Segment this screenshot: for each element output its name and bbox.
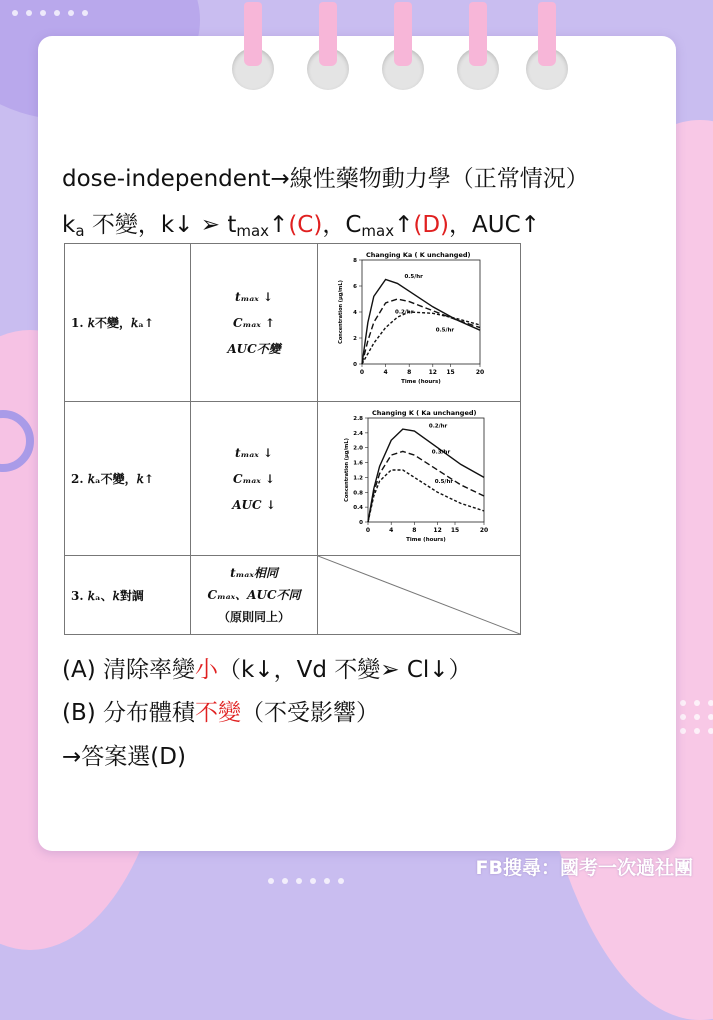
chart-title: Changing K ( Ka unchanged) bbox=[372, 409, 477, 417]
series-label: 0.5/hr bbox=[434, 479, 454, 485]
effect-cmax: 𝑪ₘₐₓ ↑ bbox=[233, 315, 275, 330]
table-row-3-effects bbox=[191, 556, 318, 634]
background-dots bbox=[268, 878, 344, 884]
option-a-line bbox=[62, 651, 472, 684]
y-tick-label: 8 bbox=[353, 258, 357, 264]
x-tick-label: 0 bbox=[365, 527, 371, 534]
effect-tmax: 𝒕ₘₐₓ相同 bbox=[230, 566, 278, 580]
y-tick-label: 6 bbox=[353, 284, 357, 290]
option-b-line bbox=[62, 694, 379, 727]
y-tick-label: 2.4 bbox=[353, 430, 363, 437]
heading-line: dose-independent→線性藥物動力學（正常情況） bbox=[62, 166, 589, 192]
y-tick-label: 2 bbox=[353, 336, 357, 342]
x-tick-label: 12 bbox=[433, 527, 442, 534]
series-line bbox=[362, 299, 480, 364]
effect-auc: 𝑨𝑼𝑪不變 bbox=[227, 341, 281, 356]
table-row-1-label: 1. 𝑘不變，𝑘ₐ↑ bbox=[65, 244, 191, 402]
x-axis-label: Time (hours) bbox=[401, 379, 441, 385]
ka-subscript: a bbox=[75, 222, 85, 240]
tmax-subscript: max bbox=[236, 222, 270, 240]
comparison-table bbox=[64, 243, 521, 635]
chart-changing-ka bbox=[318, 244, 518, 400]
option-b-highlight: 不變 bbox=[195, 700, 242, 726]
chart-changing-k bbox=[318, 402, 518, 554]
table-row-3-label: 3. 𝑘ₐ、𝑘對調 bbox=[65, 556, 191, 634]
option-b-suffix: （不受影響） bbox=[241, 700, 380, 726]
binder-ring bbox=[466, 2, 490, 112]
series-label: 0.2/hr bbox=[395, 309, 414, 316]
binder-ring bbox=[316, 2, 340, 112]
x-tick-label: 4 bbox=[383, 369, 388, 376]
binder-ring bbox=[535, 2, 559, 112]
option-a-prefix: (A) 清除率變 bbox=[62, 657, 195, 683]
x-axis-label: Time (hours) bbox=[406, 537, 446, 543]
series-line bbox=[362, 312, 480, 364]
y-tick-label: 0.4 bbox=[353, 505, 363, 512]
binder-ring bbox=[391, 2, 415, 112]
y-axis-label: Concentration (μg/mL) bbox=[338, 280, 344, 344]
table-row-2-effects bbox=[191, 402, 318, 556]
option-d-label: (D) bbox=[413, 212, 450, 238]
option-b-prefix: (B) 分布體積 bbox=[62, 700, 196, 726]
binder-ring bbox=[241, 2, 265, 112]
arrow-up: ↑ bbox=[394, 212, 414, 238]
effect-cmax: 𝑪ₘₐₓ ↓ bbox=[233, 471, 275, 486]
table-row-2-label: 2. 𝑘ₐ不變，𝑘↑ bbox=[65, 402, 191, 556]
rule-text: 不變，k↓ ➢ t bbox=[84, 212, 237, 238]
series-label: 0.2/hr bbox=[428, 423, 448, 430]
y-tick-label: 2.0 bbox=[353, 445, 363, 452]
ka-symbol: k bbox=[62, 212, 76, 238]
diagonal-slash bbox=[318, 556, 520, 634]
y-axis-label: Concentration (μg/mL) bbox=[344, 438, 350, 502]
effect-cmax-auc: 𝑪ₘₐₓ、𝑨𝑼𝑪不同 bbox=[207, 588, 301, 602]
y-tick-label: 1.2 bbox=[353, 475, 363, 482]
y-tick-label: 0.8 bbox=[353, 490, 363, 497]
rule-text: ，C bbox=[322, 212, 362, 238]
background-dots bbox=[680, 700, 713, 734]
x-tick-label: 8 bbox=[412, 527, 417, 534]
option-c-label: (C) bbox=[288, 212, 323, 238]
answer-line: →答案選(D) bbox=[62, 744, 186, 770]
x-tick-label: 20 bbox=[475, 369, 485, 376]
y-tick-label: 0 bbox=[359, 520, 363, 526]
arrow-up: ↑ bbox=[269, 212, 289, 238]
chart-title: Changing Ka ( K unchanged) bbox=[366, 251, 471, 259]
x-tick-label: 4 bbox=[389, 527, 394, 534]
series-label: 0.5/hr bbox=[404, 274, 423, 281]
effect-tmax: 𝒕ₘₐₓ ↓ bbox=[235, 445, 273, 460]
option-a-suffix: （k↓，Vd 不變➢ Cl↓） bbox=[218, 657, 472, 683]
x-tick-label: 15 bbox=[450, 527, 460, 534]
cmax-subscript: max bbox=[361, 222, 395, 240]
rule-line bbox=[62, 206, 540, 240]
table-row-1-chart bbox=[318, 244, 520, 402]
series-line bbox=[368, 470, 484, 522]
y-tick-label: 1.6 bbox=[353, 460, 363, 467]
y-tick-label: 4 bbox=[353, 310, 357, 316]
footer-watermark: FB搜尋：國考一次過社團 bbox=[475, 857, 693, 879]
y-tick-label: 0 bbox=[353, 362, 357, 368]
y-tick-label: 2.8 bbox=[353, 416, 363, 422]
x-tick-label: 12 bbox=[428, 369, 437, 376]
series-label: 0.3/hr bbox=[431, 449, 451, 456]
option-a-highlight: 小 bbox=[195, 657, 218, 683]
effect-auc: 𝑨𝑼𝑪 ↓ bbox=[232, 497, 276, 512]
x-tick-label: 20 bbox=[479, 527, 489, 534]
x-tick-label: 15 bbox=[446, 369, 455, 376]
series-line bbox=[368, 451, 484, 522]
table-row-3-empty bbox=[318, 556, 520, 634]
effect-note: （原則同上） bbox=[217, 610, 290, 624]
table-row-1-effects bbox=[191, 244, 318, 402]
table-row-2-chart bbox=[318, 402, 520, 556]
plot-frame bbox=[368, 418, 484, 522]
series-label: 0.5/hr bbox=[435, 327, 455, 334]
rule-text: ，AUC↑ bbox=[449, 212, 540, 238]
background-dots bbox=[12, 10, 88, 16]
effect-tmax: 𝒕ₘₐₓ ↓ bbox=[235, 289, 273, 304]
x-tick-label: 8 bbox=[407, 369, 412, 376]
x-tick-label: 0 bbox=[359, 369, 365, 376]
